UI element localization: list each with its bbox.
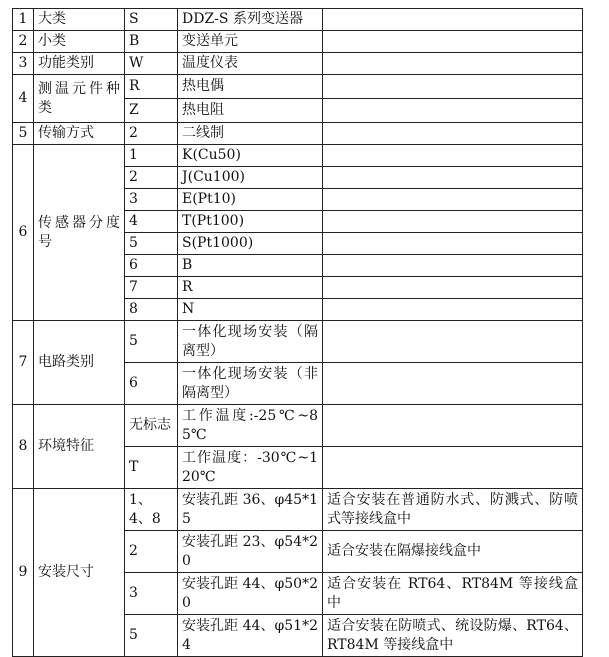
code-cell: R [125, 75, 178, 99]
note-cell [323, 99, 583, 123]
code-cell: 6 [125, 363, 178, 405]
description-cell: E(Pt10) [178, 189, 323, 211]
row-number: 5 [13, 123, 34, 145]
description-cell: 安装孔距 44、φ50*20 [178, 573, 323, 615]
code-cell: 1、4、8 [125, 489, 178, 531]
note-cell [323, 233, 583, 255]
description-cell: K(Cu50) [178, 145, 323, 167]
table-row [13, 145, 583, 167]
description-cell: 安装孔距 36、φ45*15 [178, 489, 323, 531]
category-cell: 大类 [34, 9, 125, 31]
row-number: 2 [13, 31, 34, 53]
code-cell: S [125, 9, 178, 31]
description-cell: 热电偶 [178, 75, 323, 99]
note-cell [323, 363, 583, 405]
table-row [13, 53, 583, 75]
note-cell [323, 211, 583, 233]
description-cell: S(Pt1000) [178, 233, 323, 255]
table-row [13, 489, 583, 531]
note-cell [323, 123, 583, 145]
model-code-table [12, 8, 583, 657]
note-cell [323, 299, 583, 321]
note-cell [323, 167, 583, 189]
description-cell: 一体化现场安装（隔离型） [178, 321, 323, 363]
row-number: 8 [13, 405, 34, 489]
note-cell [323, 277, 583, 299]
note-cell [323, 53, 583, 75]
code-cell: W [125, 53, 178, 75]
code-cell: 7 [125, 277, 178, 299]
code-cell: 6 [125, 255, 178, 277]
row-number: 4 [13, 75, 34, 123]
code-cell: T [125, 447, 178, 489]
note-cell [323, 189, 583, 211]
note-cell [323, 447, 583, 489]
category-cell: 传输方式 [34, 123, 125, 145]
description-cell: 工作温度:-25℃~85℃ [178, 405, 323, 447]
category-cell: 传感器分度号 [34, 145, 125, 321]
note-cell [323, 9, 583, 31]
note-cell: 适合安装在 RT64、RT84M 等接线盒中 [323, 573, 583, 615]
table-row [13, 405, 583, 447]
code-cell: 2 [125, 167, 178, 189]
description-cell: J(Cu100) [178, 167, 323, 189]
row-number: 3 [13, 53, 34, 75]
description-cell: DDZ-S 系列变送器 [178, 9, 323, 31]
description-cell: 温度仪表 [178, 53, 323, 75]
category-cell: 功能类别 [34, 53, 125, 75]
code-cell: 2 [125, 531, 178, 573]
note-cell [323, 31, 583, 53]
description-cell: B [178, 255, 323, 277]
description-cell: R [178, 277, 323, 299]
note-cell [323, 75, 583, 99]
row-number: 1 [13, 9, 34, 31]
description-cell: T(Pt100) [178, 211, 323, 233]
description-cell: 一体化现场安装（非隔离型） [178, 363, 323, 405]
category-cell: 电路类别 [34, 321, 125, 405]
category-cell: 测温元件种类 [34, 75, 125, 123]
row-number: 7 [13, 321, 34, 405]
note-cell [323, 255, 583, 277]
category-cell: 安装尺寸 [34, 489, 125, 657]
description-cell: 安装孔距 44、φ51*24 [178, 615, 323, 657]
note-cell [323, 145, 583, 167]
table-row [13, 321, 583, 363]
code-cell: 8 [125, 299, 178, 321]
code-cell: 4 [125, 211, 178, 233]
code-cell: 无标志 [125, 405, 178, 447]
note-cell: 适合安装在普通防水式、防溅式、防喷式等接线盒中 [323, 489, 583, 531]
code-cell: 5 [125, 321, 178, 363]
note-cell: 适合安装在隔爆接线盒中 [323, 531, 583, 573]
note-cell [323, 321, 583, 363]
category-cell: 小类 [34, 31, 125, 53]
note-cell: 适合安装在防喷式、统设防爆、RT64、RT84M 等接线盒中 [323, 615, 583, 657]
code-cell: 5 [125, 233, 178, 255]
code-cell: 2 [125, 123, 178, 145]
table-row [13, 31, 583, 53]
code-cell: B [125, 31, 178, 53]
row-number: 9 [13, 489, 34, 657]
code-cell: 3 [125, 573, 178, 615]
code-cell: 1 [125, 145, 178, 167]
code-cell: Z [125, 99, 178, 123]
description-cell: 安装孔距 23、φ54*20 [178, 531, 323, 573]
description-cell: N [178, 299, 323, 321]
table-row [13, 9, 583, 31]
table-row [13, 123, 583, 145]
code-cell: 5 [125, 615, 178, 657]
row-number: 6 [13, 145, 34, 321]
code-cell: 3 [125, 189, 178, 211]
description-cell: 工作温度：-30℃~120℃ [178, 447, 323, 489]
description-cell: 热电阻 [178, 99, 323, 123]
category-cell: 环境特征 [34, 405, 125, 489]
note-cell [323, 405, 583, 447]
table-row [13, 75, 583, 99]
description-cell: 二线制 [178, 123, 323, 145]
description-cell: 变送单元 [178, 31, 323, 53]
